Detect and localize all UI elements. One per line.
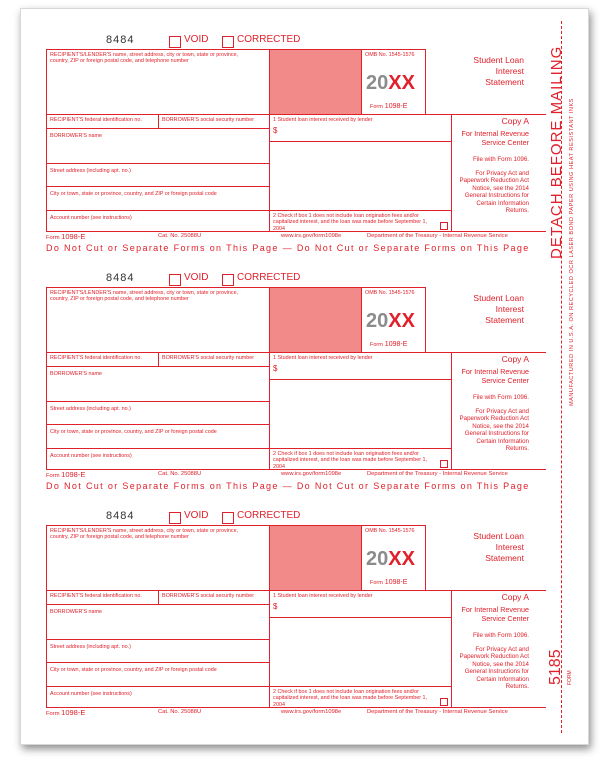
street-box[interactable] — [46, 639, 270, 663]
borrower-ssn-box[interactable] — [158, 114, 270, 129]
recipient-id-label: RECIPIENT'S federal identification no. — [50, 593, 142, 599]
form-number: 1098-E — [384, 341, 408, 348]
privacy-label: For Privacy Act and Paperwork Reduction Act Notice, see the 2014 General Instructions for Certain Information Returns. — [459, 170, 529, 215]
footer-form-number: 1098-E — [61, 232, 86, 241]
copy-a-label: Copy A — [501, 354, 529, 364]
box2-checkbox[interactable] — [440, 222, 448, 230]
footer-form — [46, 232, 86, 241]
copy-a-label: Copy A — [501, 592, 529, 602]
form-word: Form — [370, 104, 383, 110]
footer-form — [46, 708, 86, 717]
street-box[interactable] — [46, 401, 270, 425]
city-label: City or town, state or province, country, and ZIP or foreign postal code — [50, 429, 217, 435]
dollar-sign: $ — [273, 364, 278, 373]
year-prefix: 20 — [366, 72, 389, 94]
footer-dept: Department of the Treasury - Internal Revenue Service — [367, 709, 508, 715]
form-header — [46, 511, 546, 525]
year-suffix: XX — [388, 310, 415, 332]
box2-label: 2 Check if box 1 does not include loan origination fees and/or capitalized interest, and the loan was made before September 1, 2004 — [273, 451, 428, 470]
recipient-id-box[interactable] — [46, 114, 159, 129]
corrected-label: CORRECTED — [237, 510, 301, 521]
account-label: Account number (see instructions) — [50, 453, 132, 459]
side-panel — [451, 590, 546, 708]
box1-interest[interactable] — [269, 114, 452, 142]
street-label: Street address (including apt. no.) — [50, 168, 131, 174]
recipient-label: RECIPIENT'S/LENDER'S name, street address, city or town, state or province, country, ZIP or foreign postal code, and telephone number — [50, 528, 239, 541]
recipient-id-box[interactable] — [46, 352, 159, 367]
side-panel — [451, 352, 546, 470]
recipient-box[interactable] — [46, 287, 270, 353]
omb-label: OMB No. 1545-1576 — [365, 52, 415, 58]
for-irs-label: For Internal Revenue Service Center — [461, 129, 529, 147]
year-suffix: XX — [388, 72, 415, 94]
form-name — [370, 103, 407, 110]
copy-a-label: Copy A — [501, 116, 529, 126]
form-title: Student Loan Interest Statement — [473, 293, 524, 325]
form-grid — [46, 287, 546, 480]
box2-label: 2 Check if box 1 does not include loan origination fees and/or capitalized interest, and the loan was made before September 1, 2004 — [273, 689, 428, 708]
void-label: VOID — [184, 272, 209, 283]
form-sheet — [20, 8, 589, 745]
form-word-vertical: FORM — [567, 670, 573, 685]
year-prefix: 20 — [366, 548, 389, 570]
city-box[interactable] — [46, 662, 270, 687]
street-label: Street address (including apt. no.) — [50, 406, 131, 412]
corrected-checkbox[interactable] — [222, 512, 234, 524]
box1-interest[interactable] — [269, 352, 452, 380]
footer-dept: Department of the Treasury - Internal Revenue Service — [367, 471, 508, 477]
form-number: 1098-E — [384, 579, 408, 586]
form-title: Student Loan Interest Statement — [473, 55, 524, 87]
recipient-id-label: RECIPIENT'S federal identification no. — [50, 117, 142, 123]
footer-form-number: 1098-E — [61, 708, 86, 717]
void-label: VOID — [184, 34, 209, 45]
omb-box — [361, 525, 426, 591]
footer-dept: Department of the Treasury - Internal Revenue Service — [367, 233, 508, 239]
right-blank-box — [269, 379, 452, 449]
dollar-sign: $ — [273, 126, 278, 135]
warning-line: Do Not Cut or Separate Forms on This Page — Do Not Cut or Separate Forms on This Page — [46, 481, 530, 491]
year-suffix: XX — [388, 548, 415, 570]
file-with-label: File with Form 1096. — [472, 394, 529, 401]
form-word: Form — [370, 342, 383, 348]
borrower-name-box[interactable] — [46, 128, 270, 164]
box2-label: 2 Check if box 1 does not include loan origination fees and/or capitalized interest, and the loan was made before September 1, 2004 — [273, 213, 428, 232]
box2-checkbox-area[interactable] — [269, 210, 452, 232]
recipient-id-label: RECIPIENT'S federal identification no. — [50, 355, 142, 361]
privacy-label: For Privacy Act and Paperwork Reduction Act Notice, see the 2014 General Instructions for Certain Information Returns. — [459, 408, 529, 453]
recipient-id-box[interactable] — [46, 590, 159, 605]
borrower-name-box[interactable] — [46, 604, 270, 640]
omb-box — [361, 49, 426, 115]
form-header — [46, 273, 546, 287]
form-name — [370, 579, 407, 586]
borrower-ssn-label: BORROWER'S social security number — [162, 117, 255, 123]
city-label: City or town, state or province, country, and ZIP or foreign postal code — [50, 191, 217, 197]
form-grid — [46, 525, 546, 718]
corrected-label: CORRECTED — [237, 34, 301, 45]
recipient-label: RECIPIENT'S/LENDER'S name, street address, city or town, state or province, country, ZIP or foreign postal code, and telephone number — [50, 52, 239, 65]
form-number: 1098-E — [384, 103, 408, 110]
privacy-label: For Privacy Act and Paperwork Reduction Act Notice, see the 2014 General Instructions for Certain Information Returns. — [459, 646, 529, 691]
footer-cat: Cat. No. 25088U — [158, 709, 202, 715]
manufactured-label: MANUFACTURED IN U.S.A. ON RECYCLED OCR LASER BOND PAPER USING HEAT RESISTANT INKS — [569, 98, 575, 406]
form-title: Student Loan Interest Statement — [473, 531, 524, 563]
form-footer — [46, 470, 546, 479]
footer-cat: Cat. No. 25088U — [158, 471, 202, 477]
footer-form-word: Form — [46, 711, 60, 717]
box1-label: 1 Student loan interest received by lender — [273, 355, 373, 361]
borrower-name-label: BORROWER'S name — [50, 133, 102, 139]
form-code: 8484 — [106, 34, 135, 46]
footer-url: www.irs.gov/form1098e — [281, 709, 342, 715]
form-code-5185: 5185 — [547, 649, 564, 685]
void-checkbox[interactable] — [169, 512, 181, 524]
footer-url: www.irs.gov/form1098e — [281, 471, 342, 477]
box1-label: 1 Student loan interest received by lender — [273, 117, 373, 123]
footer-url: www.irs.gov/form1098e — [281, 233, 342, 239]
account-label: Account number (see instructions) — [50, 215, 132, 221]
form-word: Form — [370, 580, 383, 586]
form-name — [370, 341, 407, 348]
box2-checkbox[interactable] — [440, 460, 448, 468]
form-grid — [46, 49, 546, 242]
file-with-label: File with Form 1096. — [472, 156, 529, 163]
corrected-label: CORRECTED — [237, 272, 301, 283]
detach-label: DETACH BEFORE MAILING — [548, 45, 565, 259]
borrower-ssn-label: BORROWER'S social security number — [162, 355, 255, 361]
footer-form — [46, 470, 86, 479]
borrower-ssn-box[interactable] — [158, 590, 270, 605]
for-irs-label: For Internal Revenue Service Center — [461, 367, 529, 385]
corrected-checkbox[interactable] — [222, 36, 234, 48]
right-blank-box — [269, 141, 452, 211]
form-code: 8484 — [106, 510, 135, 522]
void-checkbox[interactable] — [169, 274, 181, 286]
form-copy-3 — [46, 511, 546, 736]
city-box[interactable] — [46, 186, 270, 211]
recipient-box[interactable] — [46, 49, 270, 115]
box2-checkbox[interactable] — [440, 698, 448, 706]
city-box[interactable] — [46, 424, 270, 449]
form-footer — [46, 708, 546, 717]
borrower-name-label: BORROWER'S name — [50, 371, 102, 377]
dollar-sign: $ — [273, 602, 278, 611]
borrower-ssn-label: BORROWER'S social security number — [162, 593, 255, 599]
borrower-name-label: BORROWER'S name — [50, 609, 102, 615]
recipient-label: RECIPIENT'S/LENDER'S name, street address, city or town, state or province, country, ZIP or foreign postal code, and telephone number — [50, 290, 239, 303]
shaded-box — [269, 525, 362, 591]
box1-label: 1 Student loan interest received by lender — [273, 593, 373, 599]
shaded-box — [269, 49, 362, 115]
year-label — [366, 72, 415, 95]
omb-label: OMB No. 1545-1576 — [365, 290, 415, 296]
for-irs-label: For Internal Revenue Service Center — [461, 605, 529, 623]
footer-form-word: Form — [46, 473, 60, 479]
borrower-name-box[interactable] — [46, 366, 270, 402]
form-header — [46, 35, 546, 49]
recipient-box[interactable] — [46, 525, 270, 591]
void-label: VOID — [184, 510, 209, 521]
box2-checkbox-area[interactable] — [269, 686, 452, 708]
file-with-label: File with Form 1096. — [472, 632, 529, 639]
year-label — [366, 548, 415, 571]
account-box[interactable] — [46, 210, 270, 232]
omb-box — [361, 287, 426, 353]
form-copy-2 — [46, 273, 546, 498]
corrected-checkbox[interactable] — [222, 274, 234, 286]
void-checkbox[interactable] — [169, 36, 181, 48]
right-blank-box — [269, 617, 452, 687]
box1-interest[interactable] — [269, 590, 452, 618]
year-prefix: 20 — [366, 310, 389, 332]
form-copy-1 — [46, 35, 546, 260]
form-footer — [46, 232, 546, 241]
omb-label: OMB No. 1545-1576 — [365, 528, 415, 534]
city-label: City or town, state or province, country, and ZIP or foreign postal code — [50, 667, 217, 673]
footer-cat: Cat. No. 25088U — [158, 233, 202, 239]
footer-form-number: 1098-E — [61, 470, 86, 479]
account-label: Account number (see instructions) — [50, 691, 132, 697]
box2-checkbox-area[interactable] — [269, 448, 452, 470]
account-box[interactable] — [46, 686, 270, 708]
footer-form-word: Form — [46, 235, 60, 241]
borrower-ssn-box[interactable] — [158, 352, 270, 367]
shaded-box — [269, 287, 362, 353]
warning-line: Do Not Cut or Separate Forms on This Page — Do Not Cut or Separate Forms on This Page — [46, 243, 530, 253]
side-panel — [451, 114, 546, 232]
year-label — [366, 310, 415, 333]
street-box[interactable] — [46, 163, 270, 187]
account-box[interactable] — [46, 448, 270, 470]
form-code: 8484 — [106, 272, 135, 284]
street-label: Street address (including apt. no.) — [50, 644, 131, 650]
